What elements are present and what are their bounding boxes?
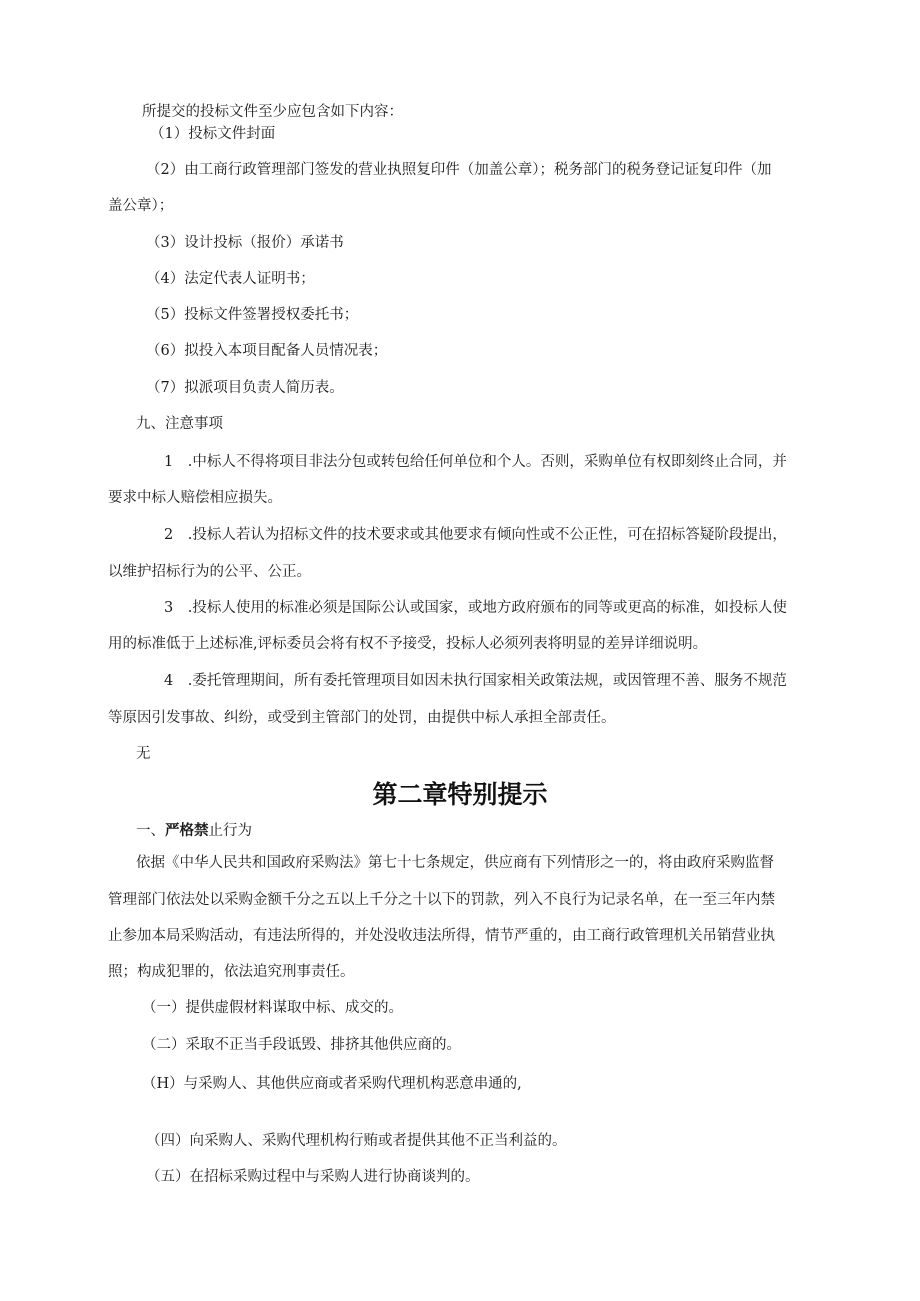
section-heading-1-suffix: 止行为 xyxy=(208,823,252,839)
case-item-3: （H）与采购人、其他供应商或者采购代理机构恶意串通的, xyxy=(142,1076,522,1092)
section-heading-1-prefix: 一、 xyxy=(136,823,165,839)
case-item-4: （四）向采购人、采购代理机构行贿或者提供其他不正当利益的。 xyxy=(146,1133,567,1149)
list-item-1: （1）投标文件封面 xyxy=(150,126,276,142)
note-1-line1: 1 .中标人不得将项目非法分包或转包给任何单位和个人。否则，采购单位有权即刻终止合同，并 xyxy=(164,454,787,470)
intro-text: 所提交的投标文件至少应包含如下内容： xyxy=(142,104,403,120)
section-heading-1 xyxy=(136,821,252,841)
note-4-line1: 4 .委托管理期间，所有委托管理项目如因未执行国家相关政策法规，或因管理不善、服务不规范 xyxy=(164,673,787,689)
note-2-line2: 以维护招标行为的公平、公正。 xyxy=(108,564,311,580)
list-item-5: （5）投标文件签署授权委托书； xyxy=(146,307,359,323)
note-1-line2: 要求中标人赔偿相应损失。 xyxy=(108,490,282,506)
case-item-1: （一）提供虚假材料谋取中标、成交的。 xyxy=(142,1000,403,1016)
list-item-7: （7）拟派项目负责人简历表。 xyxy=(146,380,344,396)
section-heading-9: 九、注意事项 xyxy=(136,416,223,432)
paragraph-line-4: 照；构成犯罪的，依法追究刑事责任。 xyxy=(108,964,355,980)
note-3-line2: 用的标准低于上述标准,评标委员会将有权不予接受，投标人必须列表将明显的差异详细说明。 xyxy=(108,636,708,652)
paragraph-line-3: 止参加本局采购活动，有违法所得的，并处没收违法所得，情节严重的，由工商行政管理机关吊销营业执 xyxy=(108,928,775,944)
note-3-line1: 3 .投标人使用的标准必须是国际公认或国家，或地方政府颁布的同等或更高的标准，如投标人使 xyxy=(164,600,787,616)
paragraph-line-2: 管理部门依法处以采购金额千分之五以上千分之十以下的罚款，列入不良行为记录名单，在一至三年内禁 xyxy=(108,892,775,908)
chapter-title: 第二章特别提示 xyxy=(372,780,548,809)
section-heading-1-bold: 严格禁 xyxy=(165,823,209,839)
list-item-2-line2: 盖公章）； xyxy=(108,198,174,214)
paragraph-line-1: 依据《中华人民共和国政府采购法》第七十七条规定，供应商有下列情形之一的，将由政府采购监督 xyxy=(136,855,774,871)
list-item-2-line1: （2）由工商行政管理部门签发的营业执照复印件（加盖公章）；税务部门的税务登记证复印件（加 xyxy=(146,162,772,178)
none-text: 无 xyxy=(136,746,151,762)
list-item-6: （6）拟投入本项目配备人员情况表； xyxy=(146,343,388,359)
note-4-line2: 等原因引发事故、纠纷，或受到主管部门的处罚，由提供中标人承担全部责任。 xyxy=(108,710,616,726)
case-item-2: （二）采取不正当手段诋毁、排挤其他供应商的。 xyxy=(142,1037,461,1053)
list-item-3: （3）设计投标（报价）承诺书 xyxy=(146,235,344,251)
list-item-4: （4）法定代表人证明书； xyxy=(146,271,315,287)
note-2-line1: 2 .投标人若认为招标文件的技术要求或其他要求有倾向性或不公正性，可在招标答疑阶段提出， xyxy=(164,527,787,543)
case-item-5: （五）在招标采购过程中与采购人进行协商谈判的。 xyxy=(146,1169,480,1185)
